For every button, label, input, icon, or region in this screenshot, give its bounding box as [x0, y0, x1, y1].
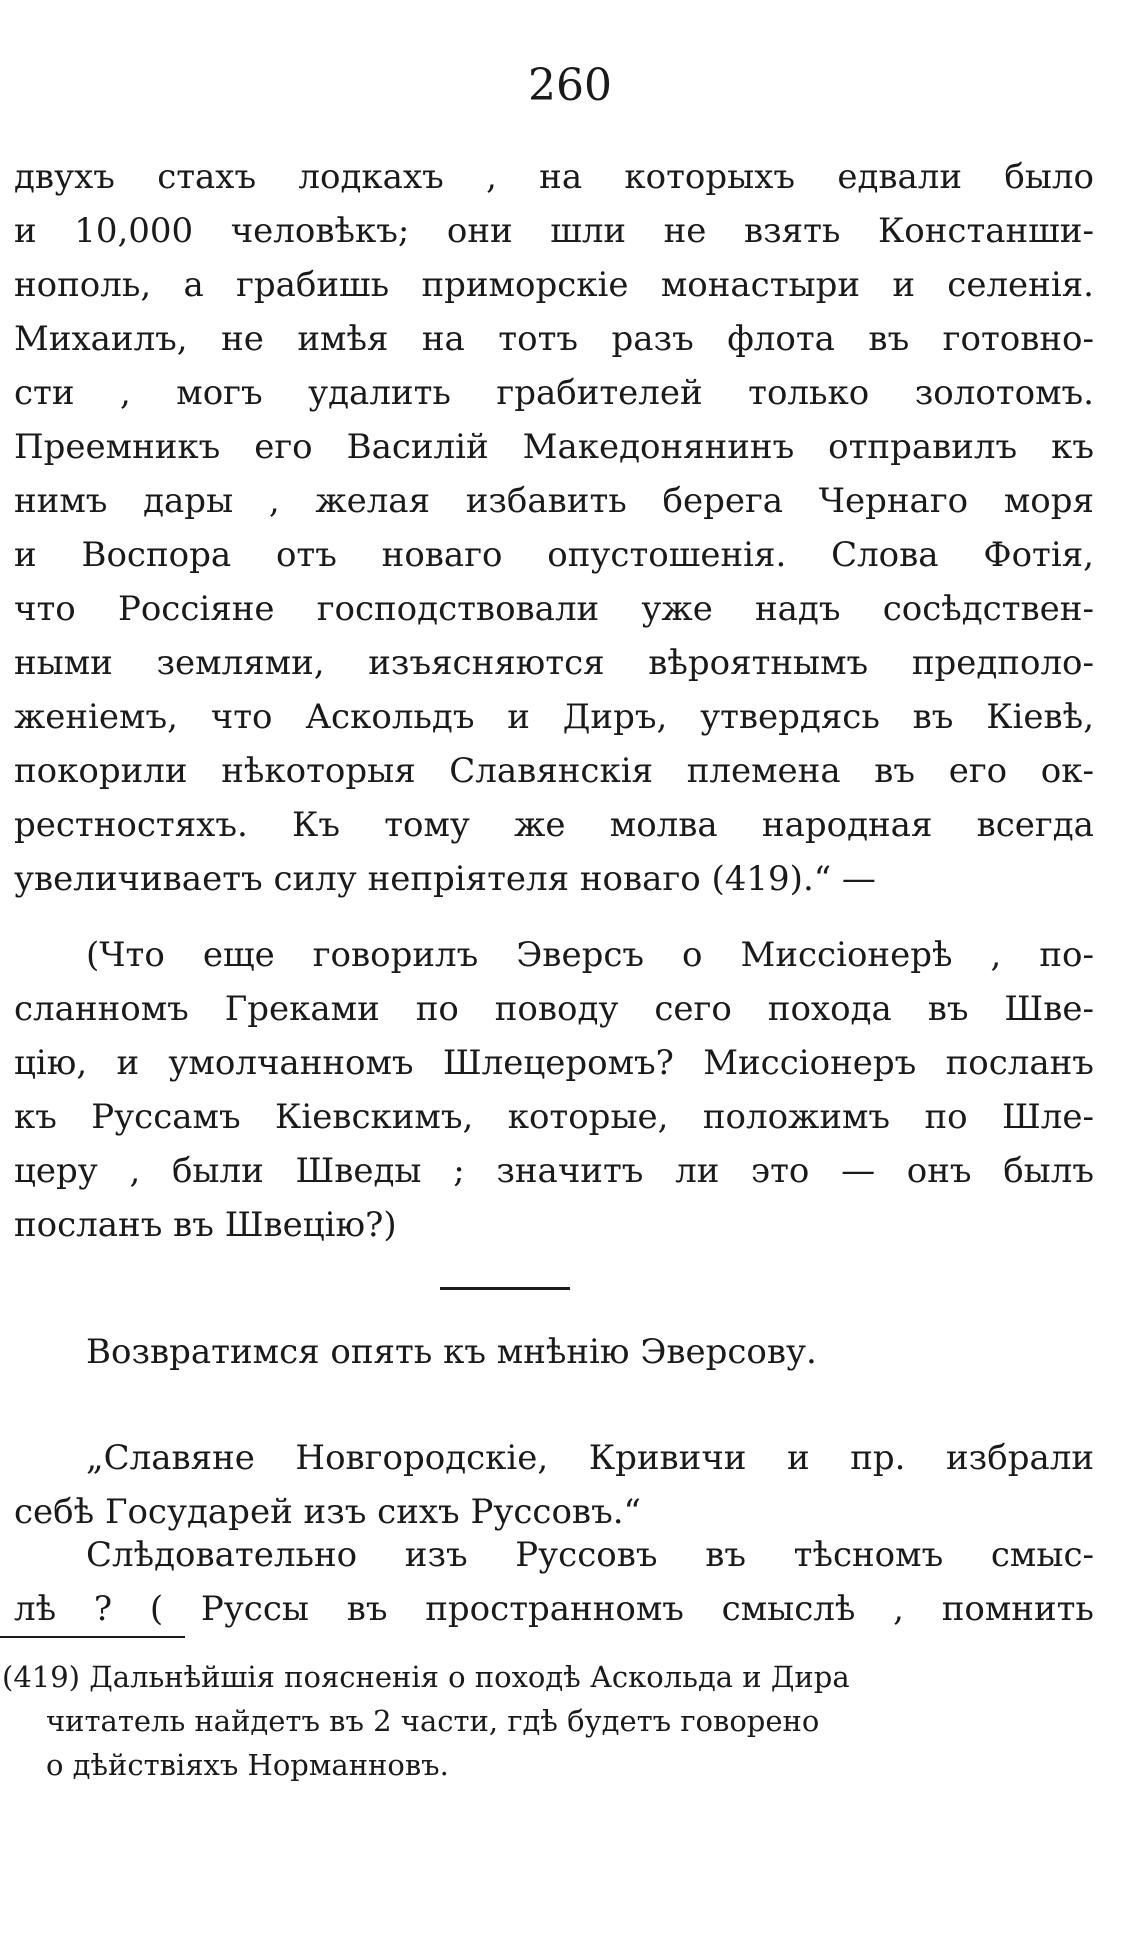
- text-line: нимъ дары , желая избавить берега Чернаго моря: [14, 481, 1094, 521]
- text-line: рестностяхъ. Къ тому же молва народная всегда: [14, 805, 1094, 845]
- text-line: Возвратимся опять къ мнѣнію Эверсову.: [86, 1332, 817, 1372]
- paragraph-consequence: [14, 1528, 1094, 1636]
- text-line: церу , были Шведы ; значитъ ли это — онъ былъ: [14, 1151, 1094, 1191]
- footnote-divider: [0, 1636, 185, 1638]
- text-line: лѣ ? ( Руссы въ пространномъ смыслѣ , помнить: [14, 1589, 1094, 1629]
- text-line: увеличиваетъ силу непріятеля новаго (419).“ —: [14, 859, 876, 899]
- footnote: [2, 1655, 1032, 1787]
- text-line: (Что еще говорилъ Эверсъ о Миссіонерѣ , по-: [86, 935, 1094, 975]
- text-line: женіемъ, что Аскольдъ и Диръ, утвердясь въ Кіевѣ,: [14, 697, 1094, 737]
- page-number: 260: [528, 60, 612, 111]
- footnote-line: читатель найдетъ въ 2 части, гдѣ будетъ говорено: [46, 1704, 820, 1738]
- section-divider: [440, 1287, 570, 1290]
- text-line: и Воспора отъ новаго опустошенія. Слова Фотія,: [14, 535, 1094, 575]
- text-line: покорили нѣкоторыя Славянскія племена въ его ок-: [14, 751, 1094, 791]
- paragraph-parenthetical: [14, 928, 1094, 1252]
- text-line: сланномъ Греками по поводу сего похода въ Шве-: [14, 989, 1094, 1029]
- paragraph-quote: [14, 1431, 1094, 1539]
- text-line: Слѣдовательно изъ Руссовъ въ тѣсномъ смыс-: [86, 1535, 1094, 1575]
- text-line: себѣ Государей изъ сихъ Руссовъ.“: [14, 1492, 641, 1532]
- text-line: что Россіяне господствовали уже надъ сосѣдствен-: [14, 589, 1094, 629]
- footnote-line: (419) Дальнѣйшія поясненія о походѣ Аскольда и Дира: [2, 1660, 850, 1694]
- text-line: Преемникъ его Василій Македонянинъ отправилъ къ: [14, 427, 1094, 467]
- text-line: „Славяне Новгородскіе, Кривичи и пр. избрали: [86, 1438, 1094, 1478]
- footnote-line: о дѣйствіяхъ Норманновъ.: [46, 1748, 449, 1782]
- text-line: нополь, а грабишь приморскіе монастыри и селенія.: [14, 265, 1094, 305]
- text-line: сти , могъ удалить грабителей только золотомъ.: [14, 373, 1094, 413]
- text-line: къ Руссамъ Кіевскимъ, которые, положимъ по Шле-: [14, 1097, 1094, 1137]
- text-line: посланъ въ Швецію?): [14, 1205, 397, 1245]
- text-line: ными землями, изъясняются вѣроятнымъ предполо-: [14, 643, 1094, 683]
- text-line: и 10,000 человѣкъ; они шли не взять Констанши-: [14, 211, 1094, 251]
- text-line: Михаилъ, не имѣя на тотъ разъ флота въ готовно-: [14, 319, 1094, 359]
- paragraph-return: [14, 1325, 1094, 1379]
- text-line: цію, и умолчанномъ Шлецеромъ? Миссіонеръ посланъ: [14, 1043, 1094, 1083]
- text-line: двухъ стахъ лодкахъ , на которыхъ едвали было: [14, 157, 1094, 197]
- paragraph-quote-continuation: [14, 150, 1094, 906]
